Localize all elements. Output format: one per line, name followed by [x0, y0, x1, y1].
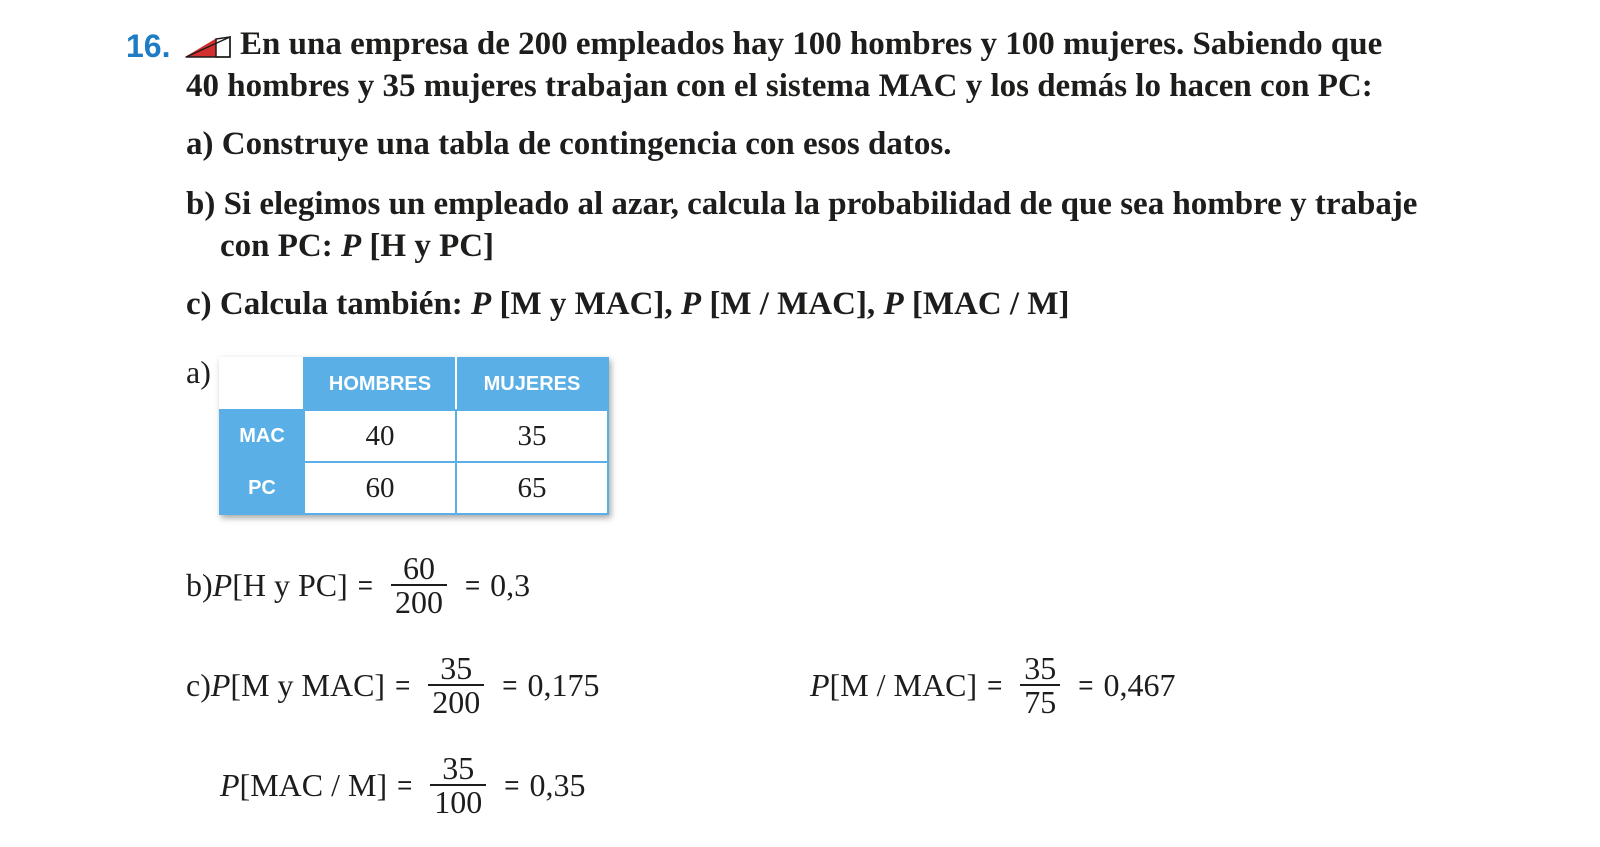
probability-symbol: P — [680, 286, 702, 322]
event-expression: [MAC / M] — [239, 766, 388, 803]
part-c-event-2: [M / MAC], — [701, 286, 884, 322]
part-b-prefix: con PC: — [220, 228, 341, 264]
part-b-question-line-2 — [220, 228, 494, 265]
table-corner — [220, 358, 304, 410]
equals-sign: = — [397, 769, 413, 800]
part-c-event-3: [MAC / M] — [903, 286, 1070, 322]
equals-sign: = — [504, 769, 520, 800]
solution-c-2 — [810, 652, 1175, 718]
solution-b — [186, 552, 530, 618]
fraction — [430, 752, 486, 818]
denominator: 200 — [391, 584, 447, 618]
equals-sign: = — [395, 669, 411, 700]
numerator: 35 — [1024, 650, 1057, 686]
event-expression: [H y PC] — [232, 566, 348, 603]
table-cell: 65 — [456, 462, 608, 514]
exercise-number: 16. — [126, 28, 171, 64]
table-header-row — [220, 358, 608, 410]
probability-symbol: P — [471, 286, 492, 322]
probability-symbol: P — [220, 766, 240, 803]
event-expression: [M y MAC] — [230, 666, 386, 703]
result-value: 0,467 — [1103, 666, 1176, 703]
column-header-hombres: HOMBRES — [304, 358, 456, 410]
numerator: 60 — [402, 550, 435, 586]
contingency-table — [219, 357, 609, 515]
table-row-mac — [220, 410, 608, 462]
numerator: 35 — [442, 750, 475, 786]
denominator: 75 — [1020, 684, 1060, 718]
probability-symbol: P — [810, 666, 830, 703]
table-row-pc — [220, 462, 608, 514]
solution-c-label: c) — [186, 666, 211, 703]
probability-symbol: P — [212, 566, 233, 603]
probability-symbol: P — [210, 666, 231, 703]
part-c-prefix: c) Calcula también: — [186, 286, 472, 322]
column-header-mujeres: MUJERES — [456, 358, 608, 410]
fraction — [1020, 652, 1060, 718]
part-a-question: a) Construye una tabla de contingencia con esos datos. — [186, 126, 952, 162]
solution-c-1 — [186, 652, 599, 718]
numerator: 35 — [440, 650, 473, 686]
equals-sign: = — [357, 569, 373, 600]
probability-symbol: P — [340, 228, 362, 264]
part-c-question — [186, 286, 1069, 323]
fraction — [428, 652, 484, 718]
part-b-question-line-1: b) Si elegimos un empleado al azar, calcula la probabilidad de que sea hombre y trabaje — [186, 186, 1418, 222]
equals-sign: = — [1078, 669, 1094, 700]
statement-line-1: En una empresa de 200 empleados hay 100 hombres y 100 mujeres. Sabiendo que — [240, 26, 1383, 62]
row-header-pc: PC — [220, 462, 304, 514]
solution-b-label: b) — [186, 566, 213, 603]
result-value: 0,175 — [527, 666, 600, 703]
event-expression: [M / MAC] — [829, 666, 978, 703]
equals-sign: = — [987, 669, 1003, 700]
equals-sign: = — [502, 669, 518, 700]
result-value: 0,35 — [529, 766, 586, 803]
table-cell: 40 — [304, 410, 456, 462]
table-cell: 35 — [456, 410, 608, 462]
fraction — [391, 552, 447, 618]
probability-symbol: P — [883, 286, 904, 322]
denominator: 100 — [430, 784, 486, 818]
equals-sign: = — [464, 569, 481, 600]
part-b-event: [H y PC] — [361, 228, 495, 264]
statement-line-2: 40 hombres y 35 mujeres trabajan con el sistema MAC y los demás lo hacen con PC: — [186, 68, 1373, 104]
solution-c-3 — [220, 752, 585, 818]
result-value: 0,3 — [490, 566, 531, 603]
solution-a-label: a) — [186, 354, 211, 390]
table-cell: 60 — [304, 462, 456, 514]
row-header-mac: MAC — [220, 410, 304, 462]
denominator: 200 — [428, 684, 484, 718]
part-c-event-1: [M y MAC], — [491, 286, 681, 322]
difficulty-level-icon — [185, 36, 231, 58]
